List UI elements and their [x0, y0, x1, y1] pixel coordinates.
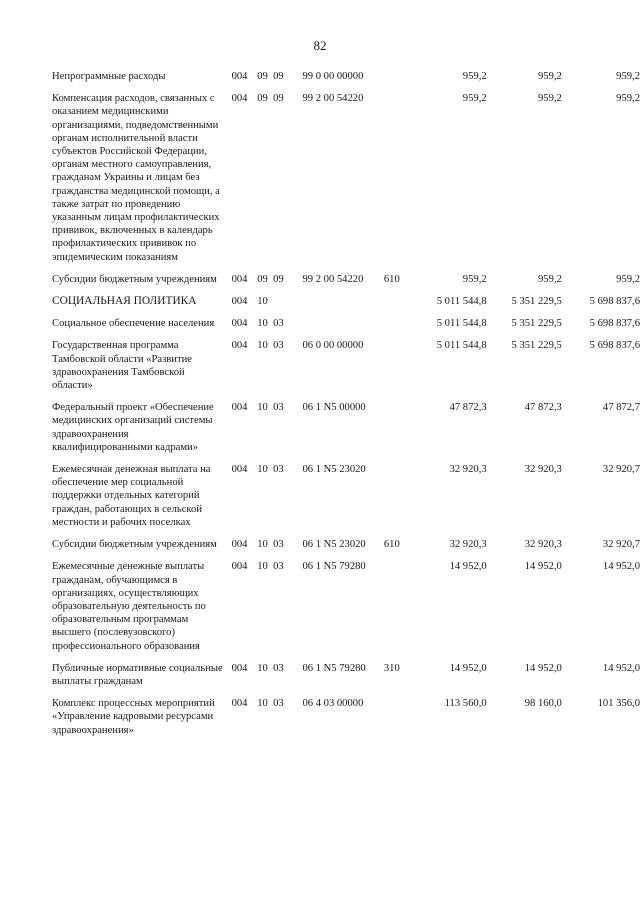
row-amount-year-1: 5 011 544,8 — [436, 340, 487, 352]
row-amount-year-1: 32 920,3 — [449, 464, 487, 476]
row-amount-year-1: 5 011 544,8 — [436, 318, 487, 330]
row-section-code: 09 — [257, 93, 268, 105]
row-subsection-code: 03 — [273, 402, 284, 414]
row-section-code: 10 — [257, 561, 268, 573]
row-target-article: 06 1 N5 00000 — [302, 402, 366, 414]
row-name-cell: Ежемесячные денежные выплаты гражданам, обучающимся в организациях, осуществляющих образовательную деятельность по образовательным программам высшего (послевузовского) профессионального образования — [52, 561, 206, 652]
row-amount-year-1: 959,2 — [462, 273, 487, 285]
row-amount-year-2: 32 920,3 — [524, 539, 562, 551]
row-section-code: 09 — [257, 71, 268, 82]
row-expense-type — [384, 339, 406, 401]
row-subsection-code: 09 — [273, 93, 284, 105]
row-target-article — [302, 317, 383, 339]
budget-row — [52, 70, 640, 92]
row-section-code: 10 — [257, 318, 268, 330]
row-amount-year-1: 113 560,0 — [444, 698, 487, 710]
row-expense-type — [384, 295, 406, 317]
row-target-article: 06 4 03 00000 — [302, 698, 364, 710]
row-target-article: 06 1 N5 23020 — [302, 539, 366, 551]
row-ministry-code: 004 — [231, 561, 248, 573]
row-amount-year-1: 14 952,0 — [449, 662, 487, 674]
row-target-article: 06 1 N5 79280 — [302, 561, 366, 573]
row-ministry-code: 004 — [231, 464, 248, 476]
row-amount-year-2: 5 351 229,5 — [511, 318, 562, 330]
budget-row — [52, 273, 640, 295]
row-ministry-code: 004 — [231, 340, 248, 352]
row-name-cell: Социальное обеспечение населения — [52, 318, 215, 330]
row-amount-year-3: 14 952,0 — [602, 561, 640, 573]
budget-row — [52, 697, 640, 746]
row-target-article: 06 1 N5 79280 — [302, 662, 366, 674]
row-amount-year-2: 14 952,0 — [524, 662, 562, 674]
row-name-cell: Комплекс процессных мероприятий «Управление кадровыми ресурсами здравоохранения» — [52, 698, 215, 736]
row-subsection-code: 03 — [273, 340, 284, 352]
row-expense-type — [384, 560, 406, 661]
row-name-cell: Субсидии бюджетным учреждениям — [52, 273, 217, 285]
row-amount-year-1: 959,2 — [462, 93, 487, 105]
row-name-cell: Непрограммные расходы — [52, 71, 166, 82]
row-expense-type — [384, 401, 406, 463]
row-name-cell: Компенсация расходов, связанных с оказанием медицинскими организациями, подведомственными органам исполнительной власти субъектов Российской Федерации, органам местного самоуправления, гражданам Украины и лицам без гражданства медицинской помощи, а также затрат по проведению указанным лицам профилактических прививок, включенных в календарь профилактических прививок по эпидемическим показаниям — [52, 93, 220, 263]
row-section-code: 10 — [257, 340, 268, 352]
row-subsection-code: 03 — [273, 561, 284, 573]
budget-row — [52, 662, 640, 697]
row-target-article: 99 2 00 54220 — [302, 273, 364, 285]
row-amount-year-1: 959,2 — [462, 71, 487, 82]
row-ministry-code: 004 — [231, 662, 248, 674]
row-subsection-code: 03 — [273, 539, 284, 551]
row-section-code: 10 — [257, 464, 268, 476]
budget-row — [52, 401, 640, 463]
budget-table-body — [52, 70, 640, 746]
row-amount-year-2: 959,2 — [537, 93, 562, 105]
row-subsection-code — [273, 295, 302, 317]
row-amount-year-2: 959,2 — [537, 273, 562, 285]
row-target-article: 06 1 N5 23020 — [302, 464, 366, 476]
row-amount-year-1: 32 920,3 — [449, 539, 487, 551]
budget-table — [52, 70, 640, 746]
row-ministry-code: 004 — [231, 539, 248, 551]
row-amount-year-3: 14 952,0 — [602, 662, 640, 674]
row-amount-year-2: 5 351 229,5 — [511, 340, 562, 352]
row-subsection-code: 09 — [273, 273, 284, 285]
row-section-code: 10 — [257, 662, 268, 674]
row-section-code: 09 — [257, 273, 268, 285]
row-amount-year-2: 47 872,3 — [524, 402, 562, 414]
row-ministry-code: 004 — [231, 273, 248, 285]
row-amount-year-3: 959,2 — [616, 71, 640, 82]
row-amount-year-3: 5 698 837,6 — [589, 340, 640, 352]
row-target-article: 06 0 00 00000 — [302, 340, 364, 352]
row-subsection-code: 03 — [273, 464, 284, 476]
row-ministry-code: 004 — [231, 698, 248, 710]
row-amount-year-2: 98 160,0 — [524, 698, 562, 710]
row-target-article: 99 2 00 54220 — [302, 93, 364, 105]
row-expense-type — [384, 317, 406, 339]
row-amount-year-2: 32 920,3 — [524, 464, 562, 476]
row-amount-year-3: 5 698 837,6 — [589, 296, 640, 308]
row-subsection-code: 03 — [273, 662, 284, 674]
budget-row — [52, 463, 640, 538]
row-expense-type — [384, 463, 406, 538]
row-amount-year-3: 5 698 837,6 — [589, 318, 640, 330]
row-amount-year-1: 47 872,3 — [449, 402, 487, 414]
budget-row — [52, 317, 640, 339]
budget-row — [52, 295, 640, 317]
row-ministry-code: 004 — [231, 318, 248, 330]
budget-row — [52, 92, 640, 273]
row-amount-year-2: 5 351 229,5 — [511, 296, 562, 308]
row-amount-year-3: 959,2 — [616, 93, 640, 105]
row-expense-type — [384, 92, 406, 273]
row-subsection-code: 03 — [273, 698, 284, 710]
row-ministry-code: 004 — [231, 93, 248, 105]
budget-row — [52, 339, 640, 401]
row-name-cell: Государственная программа Тамбовской области «Развитие здравоохранения Тамбовской области» — [52, 340, 192, 392]
row-subsection-code: 03 — [273, 318, 284, 330]
row-amount-year-3: 32 920,7 — [602, 539, 640, 551]
budget-row — [52, 560, 640, 661]
row-section-code: 10 — [257, 698, 268, 710]
row-expense-type — [384, 70, 406, 92]
row-ministry-code: 004 — [231, 71, 248, 82]
row-expense-type: 610 — [383, 273, 400, 285]
row-subsection-code: 09 — [273, 71, 284, 82]
row-amount-year-3: 47 872,7 — [602, 402, 640, 414]
row-section-code: 10 — [257, 539, 268, 551]
row-ministry-code: 004 — [231, 296, 248, 308]
row-expense-type: 610 — [383, 539, 400, 551]
row-name-cell: Публичные нормативные социальные выплаты гражданам — [52, 662, 223, 687]
row-amount-year-1: 5 011 544,8 — [436, 296, 487, 308]
row-expense-type: 310 — [383, 662, 400, 674]
row-amount-year-2: 959,2 — [537, 71, 562, 82]
row-name-cell: Субсидии бюджетным учреждениям — [52, 539, 217, 551]
row-section-code: 10 — [257, 296, 268, 308]
page-number: 82 — [313, 38, 327, 53]
row-amount-year-3: 101 356,0 — [597, 698, 640, 710]
row-amount-year-3: 32 920,7 — [602, 464, 640, 476]
row-ministry-code: 004 — [231, 402, 248, 414]
row-amount-year-1: 14 952,0 — [449, 561, 487, 573]
row-name-cell: СОЦИАЛЬНАЯ ПОЛИТИКА — [52, 295, 197, 308]
row-name-cell: Ежемесячная денежная выплата на обеспечение мер социальной поддержки отдельных категорий граждан, работающих в сельской местности и рабочих поселках — [52, 464, 211, 528]
row-expense-type — [384, 697, 406, 746]
row-section-code: 10 — [257, 402, 268, 414]
row-target-article: 99 0 00 00000 — [302, 71, 364, 82]
row-name-cell: Федеральный проект «Обеспечение медицинских организаций системы здравоохранения квалифицированными кадрами» — [52, 402, 214, 453]
row-amount-year-3: 959,2 — [616, 273, 640, 285]
row-target-article — [302, 295, 383, 317]
row-amount-year-2: 14 952,0 — [524, 561, 562, 573]
budget-row — [52, 538, 640, 560]
